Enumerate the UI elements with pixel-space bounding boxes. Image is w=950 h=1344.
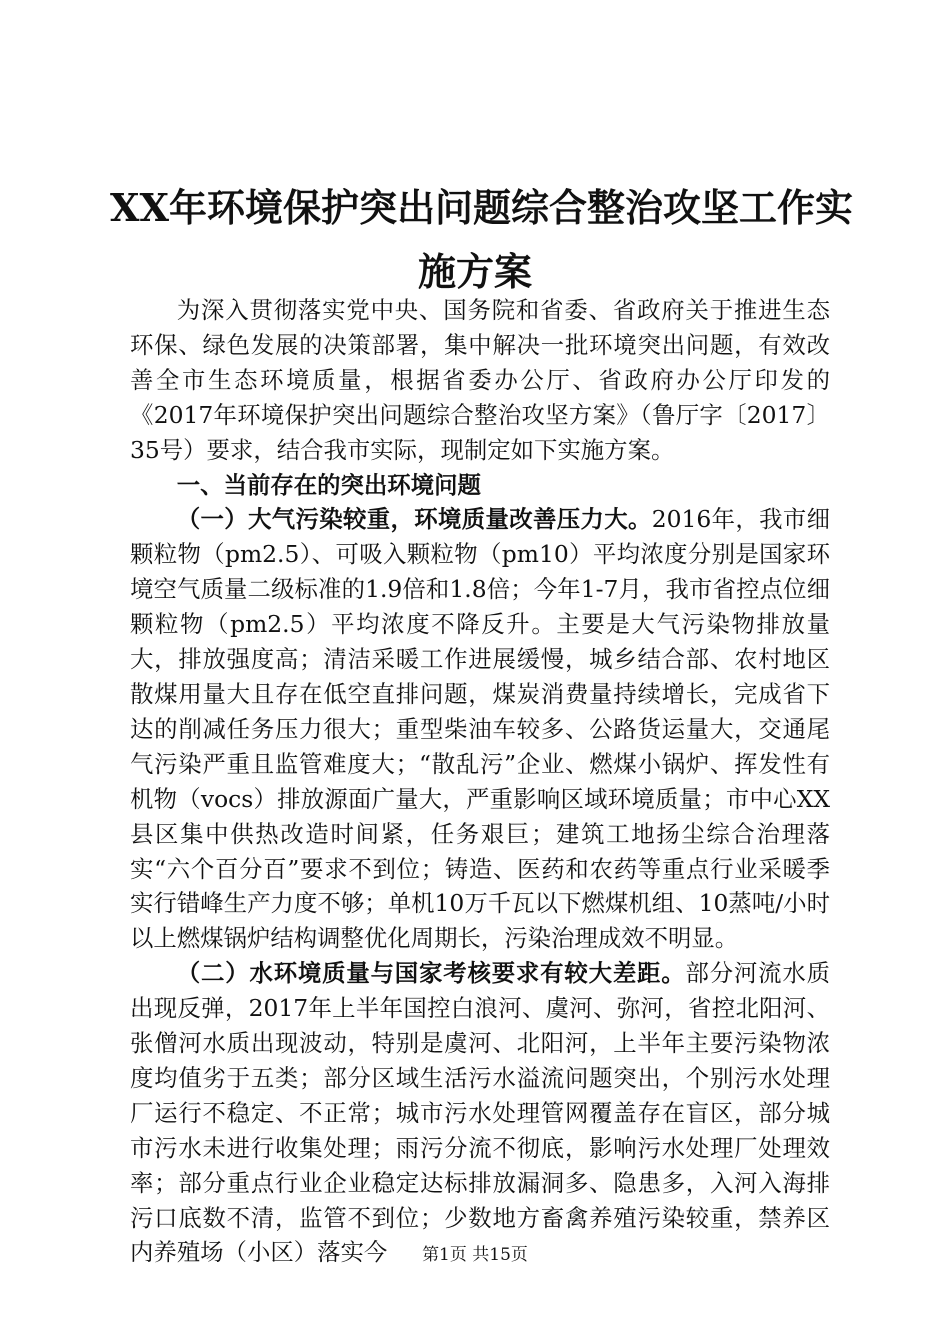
page-footer: 第1页 共15页: [422, 1245, 528, 1265]
document-title-line2: 施方案: [417, 249, 532, 294]
item2-heading: （二）水环境质量与国家考核要求有较大差距。: [176, 959, 686, 988]
item1-heading: （一）大气污染较重，环境质量改善压力大。: [176, 505, 652, 534]
item2-text: 部分河流水质出现反弹，2017年上半年国控白浪河、虞河、弥河，省控北阳河、张僧河水质出现波动，特别是虞河、北阳河，上半年主要污染物浓度均值劣于五类；部分区域生活污水溢流问题突出，个别污水处理厂运行不稳定、不正常；城市污水处理管网覆盖存在盲区，部分城市污水未进行收集处理；雨污分流不彻底，影响污水处理厂处理效率；部分重点行业企业稳定达标排放漏洞多、隐患多，入河入海排污口底数不清，监管不到位；少数地方畜禽养殖污染较重，禁养区内养殖场（小区）落实今: [130, 959, 831, 1267]
item1-text: 2016年，我市细颗粒物（pm2.5）、可吸入颗粒物（pm10）平均浓度分别是国家环境空气质量二级标准的1.9倍和1.8倍；今年1-7月，我市省控点位细颗粒物（pm2.5）平均浓度不降反升。主要是大气污染物排放量大，排放强度高；清洁采暖工作进展缓慢，城乡结合部、农村地区散煤用量大且存在低空直排问题，煤炭消费量持续增长，完成省下达的削减任务压力很大；重型柴油车较多、公路货运量大，交通尾气污染严重且监管难度大；“散乱污”企业、燃煤小锅炉、挥发性有机物（vocs）排放源面广量大，严重影响区域环境质量；市中心XX县区集中供热改造时间紧，任务艰巨；建筑工地扬尘综合治理落实“六个百分百”要求不到位；铸造、医药和农药等重点行业采暖季实行错峰生产力度不够；单机10万千瓦以下燃煤机组、10蒸吨/小时以上燃煤锅炉结构调整优化周期长，污染治理成效不明显。: [130, 505, 830, 953]
document-title-line1: XX年环境保护突出问题综合整治攻坚工作实: [110, 185, 853, 230]
item1-paragraph: [130, 502, 830, 956]
section-heading: 一、当前存在的突出环境问题: [176, 470, 481, 499]
intro-paragraph: 为深入贯彻落实党中央、国务院和省委、省政府关于推进生态环保、绿色发展的决策部署，集中解决一批环境突出问题，有效改善全市生态环境质量，根据省委办公厅、省政府办公厅印发的《2017年环境保护突出问题综合整治攻坚方案》（鲁厅字〔2017〕35号）要求，结合我市实际，现制定如下实施方案。: [130, 296, 830, 464]
item2-paragraph: [130, 956, 830, 1270]
document-body: [130, 293, 830, 1270]
